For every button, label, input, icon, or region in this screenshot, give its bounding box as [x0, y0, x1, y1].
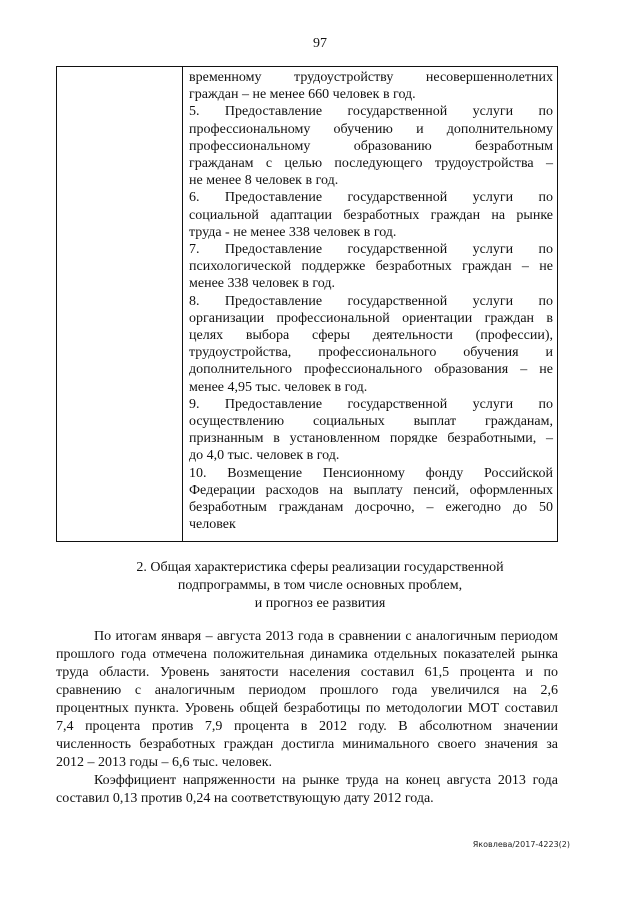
table-item-line: признанным в установленном порядке безработными, – [189, 431, 553, 447]
footer-reference: Яковлева/2017-4223(2) [472, 840, 570, 849]
table-item [189, 465, 553, 534]
table-cell-content [189, 69, 553, 533]
table-item-line: 6. Предоставление государственной услуги по [189, 190, 553, 206]
body-line: 2012 – 2013 годы – 6,6 тыс. человек. [56, 755, 273, 770]
table-item-line: труда - не менее 338 человек в год. [189, 224, 397, 240]
body-line: 7,4 процента против 7,9 процента в 2012 году. В абсолютном значении [56, 719, 558, 734]
table-item-line: 8. Предоставление государственной услуги по [189, 293, 553, 309]
section-heading [0, 559, 640, 613]
table-item-line: не менее 8 человек в год. [189, 173, 339, 189]
table-item-line: человек [189, 517, 236, 533]
table-item [189, 103, 553, 189]
body-line: численность безработных граждан достигла минимального своего значения за [56, 737, 558, 752]
table-item-line: 10. Возмещение Пенсионному фонду Российской [189, 465, 553, 481]
page-number: 97 [313, 36, 327, 51]
table-item [189, 189, 553, 241]
table-item [189, 293, 553, 396]
table-item-line: 5. Предоставление государственной услуги по [189, 104, 553, 120]
body-paragraph [56, 628, 558, 772]
body-line: процентных пункта. Уровень общей безработицы по методологии МОТ составил [56, 701, 558, 716]
body-line: прошлого года отмечена положительная динамика отдельных показателей рынка [56, 647, 558, 662]
section-heading-line: и прогноз ее развития [254, 596, 386, 611]
body-line: сравнению с аналогичным периодом прошлого года увеличился на 2,6 [56, 683, 558, 698]
body-paragraph [56, 772, 558, 808]
body-line: Коэффициент напряженности на рынке труда на конец августа 2013 года [94, 773, 558, 788]
table-item-line: профессиональному обучению и дополнительному [189, 121, 553, 137]
body-line: составил 0,13 против 0,24 на соответствующую дату 2012 года. [56, 791, 434, 806]
table-item-line: 7. Предоставление государственной услуги по [189, 242, 553, 258]
table-item-line: до 4,0 тыс. человек в год. [189, 448, 340, 464]
table-item-line: менее 338 человек в год. [189, 276, 336, 292]
table-item [189, 396, 553, 465]
section-heading-line: подпрограммы, в том числе основных проблем, [177, 578, 463, 593]
body-line: По итогам января – августа 2013 года в сравнении с аналогичным периодом [94, 629, 558, 644]
table-item-line: граждан – не менее 660 человек в год. [189, 87, 416, 103]
section-heading-line: 2. Общая характеристика сферы реализации государственной [136, 560, 504, 575]
table-item [189, 241, 553, 293]
table-item-line: осуществлению социальных выплат гражданам, [189, 414, 553, 430]
table-column-divider [182, 67, 183, 541]
body-text [56, 628, 558, 808]
table-item-line: гражданам с целью последующего трудоустройства – [189, 156, 553, 172]
table-item-line: дополнительного профессионального образования – не [189, 362, 553, 378]
table-item-line: целях выбора сферы деятельности (профессии), [189, 328, 553, 344]
table-item-line: менее 4,95 тыс. человек в год. [189, 379, 368, 395]
table-item-line: Федерации расходов на выплату пенсий, оформленных [189, 482, 553, 498]
program-table [56, 66, 558, 542]
table-item-line: социальной адаптации безработных граждан на рынке [189, 207, 553, 223]
table-item-line: трудоустройства, профессионального обучения и [189, 345, 553, 361]
table-item [189, 69, 553, 103]
table-item-line: психологической поддержке безработных граждан – не [189, 259, 553, 275]
table-item-line: 9. Предоставление государственной услуги по [189, 396, 553, 412]
table-item-line: временному трудоустройству несовершеннолетних [189, 70, 553, 85]
body-line: труда области. Уровень занятости населения составил 61,5 процента и по [56, 665, 558, 680]
table-item-line: профессиональному образованию безработным [189, 138, 553, 154]
table-item-line: безработным гражданам досрочно, – ежегодно до 50 [189, 500, 553, 516]
table-item-line: организации профессиональной ориентации граждан в [189, 310, 553, 326]
